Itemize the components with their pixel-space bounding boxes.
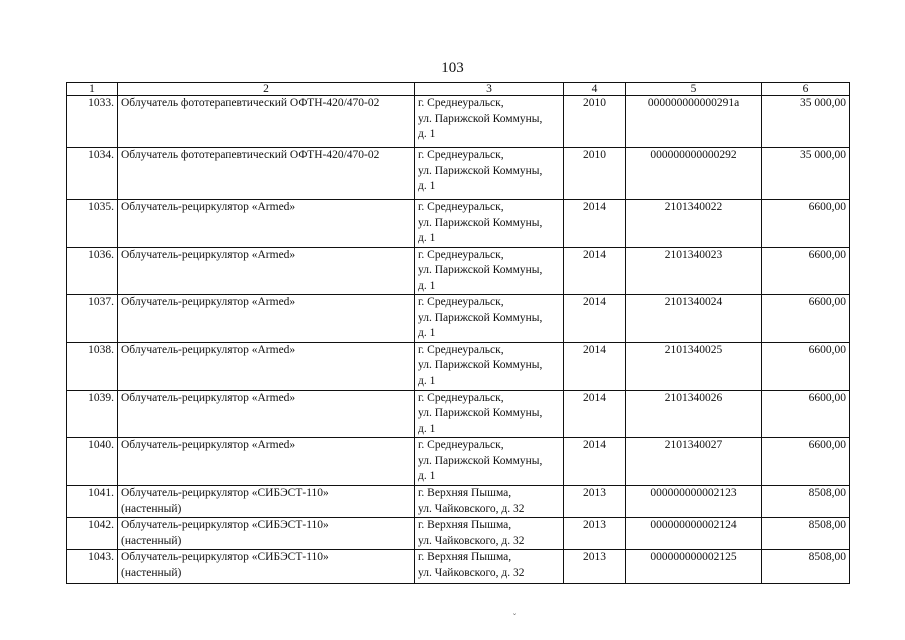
item-year: 2014 (564, 438, 626, 486)
item-address-line: ул. Парижской Коммуны, (418, 164, 543, 177)
item-cost: 6600,00 (762, 390, 850, 438)
inventory-number: 000000000002123 (626, 486, 762, 518)
item-cost: 35 000,00 (762, 96, 850, 148)
row-number: 1037. (67, 295, 118, 343)
item-address-line: д. 1 (418, 232, 436, 244)
item-name-line: Облучатель-рециркулятор «СИБЭСТ-110» (121, 487, 329, 499)
item-address-line: г. Среднеуральск, (418, 439, 504, 451)
item-name (118, 148, 415, 200)
table-row (67, 390, 850, 438)
table-row (67, 550, 850, 584)
column-header: 2 (118, 83, 415, 96)
row-number: 1041. (67, 486, 118, 518)
item-address (415, 486, 564, 518)
item-name-line: Облучатель-рециркулятор «Armed» (121, 201, 296, 213)
item-year: 2014 (564, 390, 626, 438)
inventory-number: 2101340024 (626, 295, 762, 343)
table-row (67, 200, 850, 248)
item-year: 2014 (564, 247, 626, 295)
item-name-line: (настенный) (121, 566, 182, 579)
item-name (118, 96, 415, 148)
item-year: 2014 (564, 295, 626, 343)
table-row (67, 486, 850, 518)
item-year: 2013 (564, 550, 626, 584)
item-address-line: д. 1 (418, 279, 436, 292)
table-row (67, 438, 850, 486)
item-address-line: ул. Парижской Коммуны, (418, 359, 543, 371)
item-address-line: ул. Парижской Коммуны, (418, 454, 543, 467)
item-name-line: Облучатель-рециркулятор «Armed» (121, 296, 296, 308)
table-row (67, 96, 850, 148)
item-year: 2010 (564, 96, 626, 148)
inventory-number: 2101340023 (626, 247, 762, 295)
item-address-line: г. Среднеуральск, (418, 201, 504, 213)
inventory-number: 2101340022 (626, 200, 762, 248)
column-header: 3 (415, 83, 564, 96)
item-name (118, 438, 415, 486)
item-address-line: ул. Парижской Коммуны, (418, 112, 543, 125)
item-address-line: ул. Чайковского, д. 32 (418, 534, 525, 547)
item-address (415, 200, 564, 248)
row-number: 1034. (67, 148, 118, 200)
item-address-line: ул. Парижской Коммуны, (418, 264, 543, 276)
item-address (415, 342, 564, 390)
item-cost: 35 000,00 (762, 148, 850, 200)
item-address-line: д. 1 (418, 374, 436, 387)
item-address-line: ул. Парижской Коммуны, (418, 311, 543, 324)
item-address-line: д. 1 (418, 422, 436, 435)
inventory-number: 2101340027 (626, 438, 762, 486)
item-name-line: Облучатель-рециркулятор «Armed» (121, 248, 296, 261)
item-name (118, 518, 415, 550)
row-number: 1043. (67, 550, 118, 584)
item-name-line: Облучатель фототерапевтический ОФТН-420/470-02 (121, 97, 380, 109)
item-cost: 6600,00 (762, 438, 850, 486)
inventory-number: 2101340026 (626, 390, 762, 438)
item-address-line: г. Среднеуральск, (418, 296, 504, 308)
item-name-line: Облучатель фототерапевтический ОФТН-420/470-02 (121, 149, 380, 161)
table-row (67, 342, 850, 390)
row-number: 1033. (67, 96, 118, 148)
item-address-line: ул. Парижской Коммуны, (418, 407, 543, 419)
column-header: 5 (626, 83, 762, 96)
item-name-line: Облучатель-рециркулятор «Armed» (121, 439, 296, 451)
item-address (415, 518, 564, 550)
row-number: 1038. (67, 342, 118, 390)
item-cost: 8508,00 (762, 550, 850, 584)
table-row (67, 247, 850, 295)
item-name-line: (настенный) (121, 534, 182, 547)
item-name (118, 295, 415, 343)
item-cost: 6600,00 (762, 200, 850, 248)
item-year: 2013 (564, 518, 626, 550)
item-address-line: ул. Чайковского, д. 32 (418, 566, 525, 579)
item-cost: 6600,00 (762, 247, 850, 295)
page-number: 103 (441, 60, 464, 76)
item-address-line: г. Среднеуральск, (418, 343, 504, 356)
item-address (415, 247, 564, 295)
item-cost: 6600,00 (762, 342, 850, 390)
item-address-line: г. Среднеуральск, (418, 391, 504, 404)
item-year: 2014 (564, 342, 626, 390)
item-address-line: г. Верхняя Пышма, (418, 551, 512, 563)
item-address-line: г. Верхняя Пышма, (418, 519, 512, 531)
item-address (415, 96, 564, 148)
asset-register-table (66, 82, 850, 584)
inventory-number: 2101340025 (626, 342, 762, 390)
row-number: 1036. (67, 247, 118, 295)
item-year: 2013 (564, 486, 626, 518)
row-number: 1035. (67, 200, 118, 248)
item-name (118, 550, 415, 584)
item-address-line: д. 1 (418, 180, 436, 192)
column-header: 1 (67, 83, 118, 96)
inventory-number: 000000000000291а (626, 96, 762, 148)
column-header: 4 (564, 83, 626, 96)
item-name (118, 390, 415, 438)
item-address-line: г. Среднеуральск, (418, 149, 504, 161)
item-address (415, 295, 564, 343)
item-cost: 8508,00 (762, 518, 850, 550)
item-address (415, 550, 564, 584)
item-address-line: г. Среднеуральск, (418, 248, 504, 261)
footer-mark: ˘ (513, 612, 516, 622)
item-address-line: г. Верхняя Пышма, (418, 487, 512, 499)
inventory-number: 000000000002124 (626, 518, 762, 550)
item-name-line: Облучатель-рециркулятор «Armed» (121, 391, 296, 404)
row-number: 1040. (67, 438, 118, 486)
item-name-line: Облучатель-рециркулятор «СИБЭСТ-110» (121, 551, 329, 563)
table-row (67, 518, 850, 550)
item-address-line: д. 1 (418, 128, 436, 140)
item-address (415, 148, 564, 200)
row-number: 1039. (67, 390, 118, 438)
item-name (118, 342, 415, 390)
item-name-line: Облучатель-рециркулятор «СИБЭСТ-110» (121, 519, 329, 531)
item-address-line: ул. Чайковского, д. 32 (418, 502, 525, 515)
column-header: 6 (762, 83, 850, 96)
item-address (415, 390, 564, 438)
item-name-line: Облучатель-рециркулятор «Armed» (121, 343, 296, 356)
item-cost: 6600,00 (762, 295, 850, 343)
row-number: 1042. (67, 518, 118, 550)
table-row (67, 295, 850, 343)
item-address-line: д. 1 (418, 470, 436, 482)
item-address-line: д. 1 (418, 327, 436, 339)
item-name (118, 247, 415, 295)
item-cost: 8508,00 (762, 486, 850, 518)
column-number-header-row (67, 83, 850, 96)
item-year: 2010 (564, 148, 626, 200)
item-name-line: (настенный) (121, 502, 182, 515)
item-year: 2014 (564, 200, 626, 248)
item-name (118, 486, 415, 518)
item-address-line: ул. Парижской Коммуны, (418, 216, 543, 229)
table-row (67, 148, 850, 200)
item-address (415, 438, 564, 486)
inventory-number: 000000000002125 (626, 550, 762, 584)
item-address-line: г. Среднеуральск, (418, 97, 504, 109)
inventory-number: 000000000000292 (626, 148, 762, 200)
item-name (118, 200, 415, 248)
